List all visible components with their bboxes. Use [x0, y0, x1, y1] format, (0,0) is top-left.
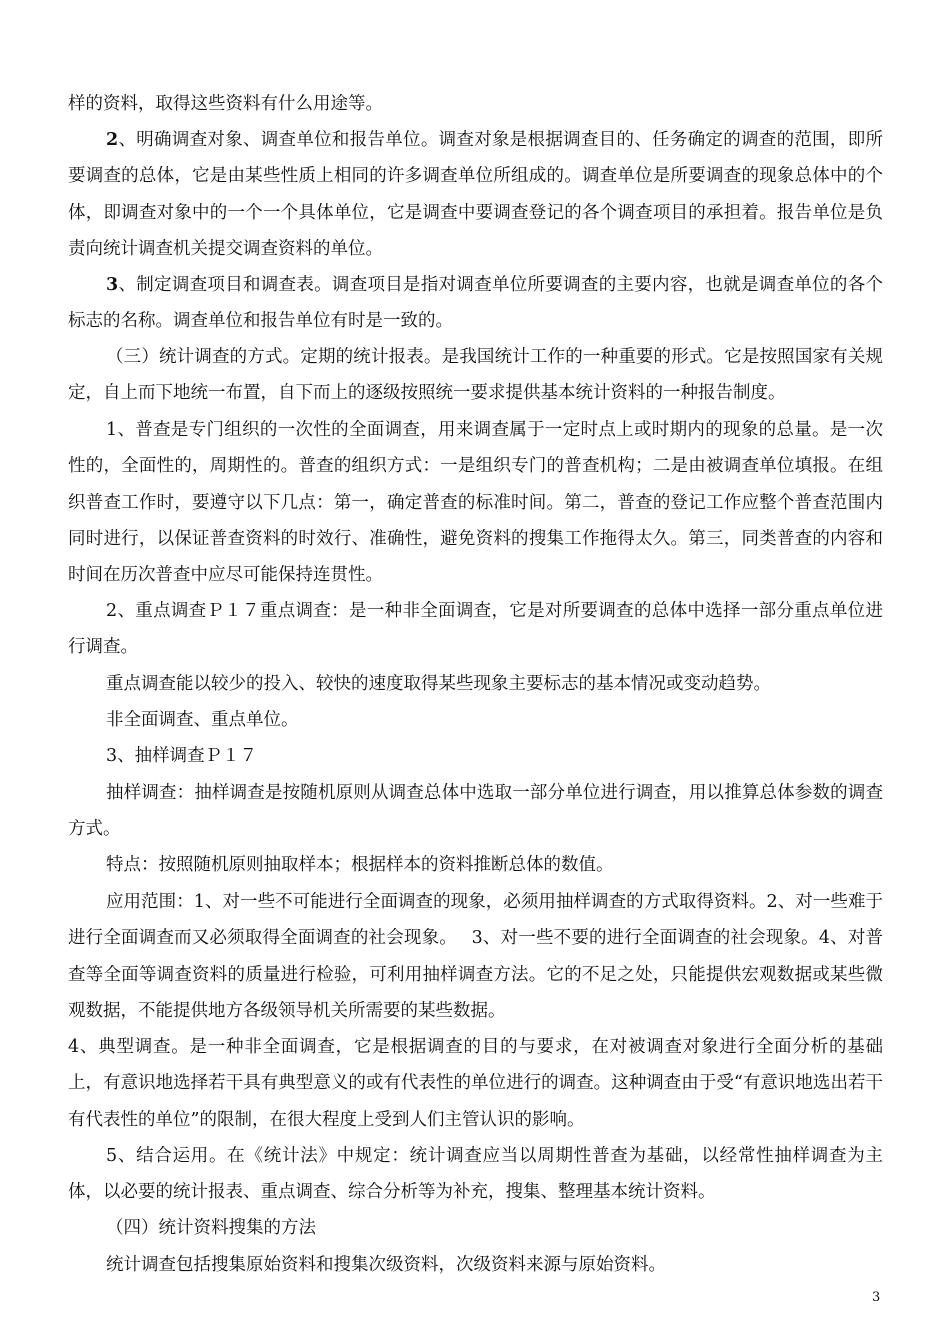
paragraph-item-3 [68, 267, 883, 340]
paragraph-intro-continuation: 样的资料，取得这些资料有什么用途等。 [68, 94, 383, 114]
paragraph-key-survey-advantage: 重点调查能以较少的投入、较快的速度取得某些现象主要标志的基本情况或变动趋势。 [106, 674, 771, 694]
item-number: 2 [106, 130, 119, 150]
paragraph-key-survey-note: 非全面调查、重点单位。 [106, 710, 299, 730]
paragraph-collection-types: 统计调查包括搜集原始资料和搜集次级资料，次级资料来源与原始资料。 [106, 1255, 666, 1275]
paragraph-item-2 [68, 122, 883, 267]
page-number: 3 [872, 1290, 881, 1305]
paragraph-text: 、明确调查对象、调查单位和报告单位。调查对象是根据调查目的、任务确定的调查的范围，即所要调查的总体，它是由某些性质上相同的许多调查单位所组成的。调查单位是所要调查的现象总体中的个体，即调查对象中的一个一个具体单位，它是调查中要调查登记的各个调查项目的承担着。报告单位是负责向统计调查机关提交调查资料的单位。 [68, 130, 883, 259]
paragraph-sampling-features: 特点：按照随机原则抽取样本；根据样本的资料推断总体的数值。 [106, 855, 614, 875]
paragraph-sampling-heading: 3、抽样调查Ｐ１７ [106, 746, 258, 766]
item-number: 3 [106, 275, 119, 295]
paragraph-key-survey: 2、重点调查Ｐ１７重点调查：是一种非全面调查，它是对所要调查的总体中选择一部分重点单位进行调查。 [68, 601, 883, 658]
section-heading-survey-methods: （三）统计调查的方式。定期的统计报表。是我国统计工作的一种重要的形式。它是按照国家有关规定，自上而下地统一布置，自下而上的逐级按照统一要求提供基本统计资料的一种报告制度。 [68, 347, 883, 404]
paragraph-sampling-scope: 应用范围：1、对一些不可能进行全面调查的现象，必须用抽样调查的方式取得资料。2、对一些难于进行全面调查而又必须取得全面调查的社会现象。 3、对一些不要的进行全面调查的社会现象。4、对普查等全面等调查资料的质量进行检验，可利用抽样调查方法。它的不足之处，只能提供宏观数据或某些微观数据，不能提供地方各级领导机关所需要的某些数据。 [68, 892, 883, 1021]
paragraph-text: 、制定调查项目和调查表。调查项目是指对调查单位所要调查的主要内容，也就是调查单位的各个标志的名称。调查单位和报告单位有时是一致的。 [68, 275, 883, 332]
paragraph-typical-survey: 4、典型调查。是一种非全面调查，它是根据调查的目的与要求，在对被调查对象进行全面分析的基础上，有意识地选择若干具有典型意义的或有代表性的单位进行的调查。这种调查由于受“有意识地选出若干有代表性的单位”的限制，在很大程度上受到人们主管认识的影响。 [68, 1037, 883, 1130]
paragraph-census: 1、普查是专门组织的一次性的全面调查，用来调查属于一定时点上或时期内的现象的总量。是一次性的，全面性的，周期性的。普查的组织方式：一是组织专门的普查机构；二是由被调查单位填报。在组织普查工作时，要遵守以下几点：第一，确定普查的标准时间。第二，普查的登记工作应整个普查范围内同时进行，以保证普查资料的时效行、准确性，避免资料的搜集工作拖得太久。第三，同类普查的内容和时间在历次普查中应尽可能保持连贯性。 [68, 420, 883, 586]
paragraph-combined-use: 5、结合运用。在《统计法》中规定：统计调查应当以周期性普查为基础，以经常性抽样调查为主体，以必要的统计报表、重点调查、综合分析等为补充，搜集、整理基本统计资料。 [68, 1146, 883, 1203]
paragraph-sampling-definition: 抽样调查：抽样调查是按随机原则从调查总体中选取一部分单位进行调查，用以推算总体参数的调查方式。 [68, 783, 883, 840]
section-heading-collection-methods: （四）统计资料搜集的方法 [106, 1218, 316, 1238]
